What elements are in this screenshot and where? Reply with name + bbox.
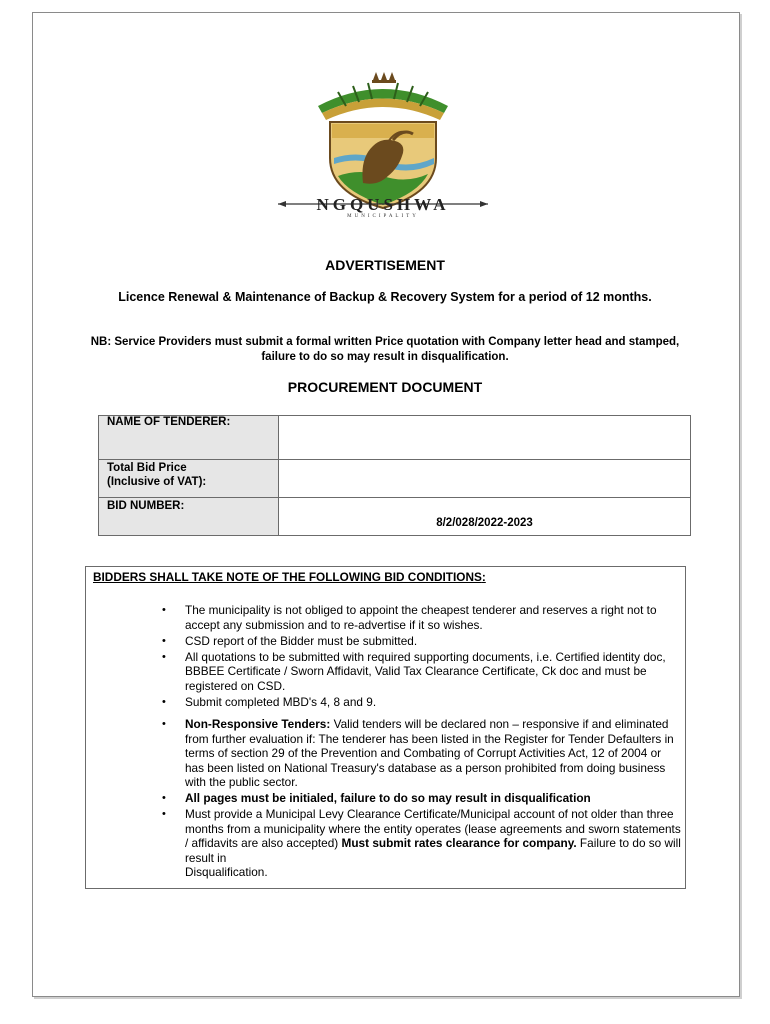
bid-number-value: 8/2/028/2022-2023: [436, 516, 533, 529]
total-bid-price-label-line1: Total Bid Price: [107, 462, 187, 474]
bid-number-label: BID NUMBER:: [99, 498, 279, 536]
bullet-icon: •: [162, 718, 166, 730]
advertisement-title: ADVERTISEMENT: [325, 257, 445, 273]
tender-details-table: [98, 415, 691, 536]
list-item: • All pages must be initialed, failure to do so may result in disqualification: [162, 791, 591, 805]
total-bid-price-label: [99, 460, 279, 498]
list-item: • The municipality is not obliged to appoint the cheapest tenderer and reserves a right not to accept any submission and to re-advertise if it so wishes.: [162, 603, 657, 632]
logo-subtitle: MUNICIPALITY: [347, 214, 419, 218]
bullet-icon: •: [162, 695, 166, 708]
list-item: • Submit completed MBD's 4, 8 and 9.: [162, 694, 377, 709]
list-item: • Must provide a Municipal Levy Clearance Certificate/Municipal account of not older than three months from a municipality where the entity operates (lease agreements and sworn statements / affidavits are also accepted) Must submit rates clearance for company. Failure to do so will result in Disqualification.: [162, 807, 681, 879]
bullet-icon: •: [162, 808, 166, 820]
total-bid-price-label-line2: (Inclusive of VAT):: [107, 476, 207, 488]
name-of-tenderer-field[interactable]: [279, 416, 691, 460]
bid-conditions-title: BIDDERS SHALL TAKE NOTE OF THE FOLLOWING BID CONDITIONS: [93, 570, 482, 584]
name-of-tenderer-label: NAME OF TENDERER:: [99, 416, 279, 460]
list-item: • Non-Responsive Tenders: Valid tenders will be declared non – responsive if and eliminated from further evaluation if: The tenderer has been listed in the Register for Tender Defaulters in terms of section 29 of the Prevention and Combating of Corrupt Activities Act, 12 of 2004 or has been listed on National Treasury's database as a person prohibited from doing business with the public sector.: [162, 717, 674, 789]
bid-conditions-list: [86, 603, 686, 881]
bullet-icon: •: [162, 650, 166, 663]
bid-conditions-box: BIDDERS SHALL TAKE NOTE OF THE FOLLOWING BID CONDITIONS: • The municipality is not obliged to appoint the cheapest tenderer and reserves a right not to accept any submission and to re-advertise if it so wishes. • CSD report of the Bidder must be submitted. • All quotations to be submitted with required supporting documents, i.e. Certified identity doc, BBBEE Certificate / Sworn Affidavit, Valid Tax Clearance Certificate, Ck doc and must be registered on CSD. • Submit completed MBD's 4, 8 and 9. • Non-Responsive Tenders: Valid tenders will be declared non – responsive if and eliminated from further evaluation if: The tenderer has been listed in the Register for Tender Defaulters in terms of section 29 of the Prevention and Combating of Corrupt Activities Act, 12 of 2004 or has been listed on National Treasury's database as a person prohibited from doing business with the public sector. • All pages must be initialed, failure to do so may result in disqualification • Must provide a Municipal Levy Clearance Certificate/Municipal account of not older than three months from a municipality where the entity operates (lease agreements and sworn statements / affidavits are also accepted) Must submit rates clearance for company. Failure to do so will result in Disqualification.: [85, 566, 686, 889]
procurement-document-title: PROCUREMENT DOCUMENT: [287, 379, 483, 395]
bullet-icon: •: [162, 604, 166, 616]
total-bid-price-field[interactable]: [279, 460, 691, 498]
logo-name: NGQUSHWA: [316, 195, 450, 214]
list-item: • All quotations to be submitted with required supporting documents, i.e. Certified identity doc, BBBEE Certificate / Sworn Affidavit, Valid Tax Clearance Certificate, Ck doc and must be registered on CSD.: [162, 649, 666, 693]
advertisement-subtitle: Licence Renewal & Maintenance of Backup & Recovery System for a period of 12 months.: [118, 290, 652, 304]
bullet-icon: •: [162, 634, 166, 647]
ngqushwa-municipality-crest: [248, 58, 518, 218]
submission-note: NB: Service Providers must submit a formal written Price quotation with Company letter head and stamped, failure to do so may result in disqualification.: [90, 336, 680, 363]
bullet-icon: •: [162, 792, 166, 804]
list-item: • CSD report of the Bidder must be submitted.: [162, 633, 418, 648]
